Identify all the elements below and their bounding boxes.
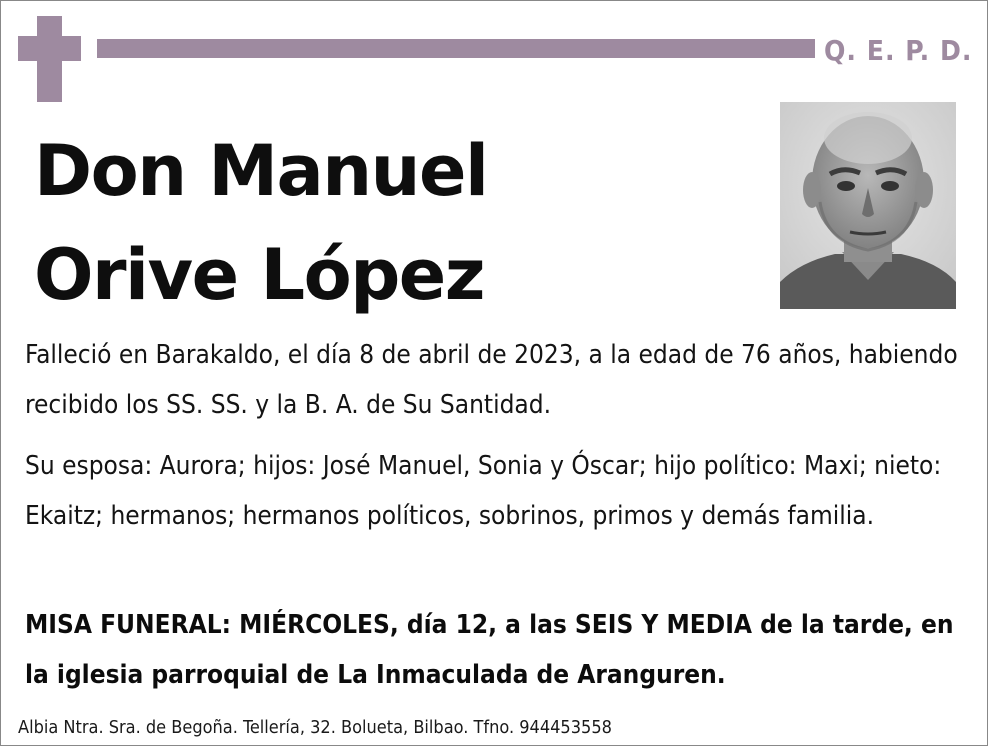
funeral-home-footer: Albia Ntra. Sra. de Begoña. Tellería, 32. Bolueta, Bilbao. Tfno. 944453558	[18, 717, 612, 738]
death-notice-paragraph: Falleció en Barakaldo, el día 8 de abril de 2023, a la edad de 76 años, habiendo recibido los SS. SS. y la B. A. de Su Santidad.	[25, 340, 958, 421]
cross-horizontal-bar	[18, 36, 81, 61]
funeral-mass-paragraph: MISA FUNERAL: MIÉRCOLES, día 12, a las SEIS Y MEDIA de la tarde, en la iglesia parroquial de La Inmaculada de Aranguren.	[25, 610, 954, 691]
header-rule	[97, 39, 815, 58]
deceased-photo	[780, 102, 956, 309]
qepd-label: Q. E. P. D.	[824, 34, 973, 67]
portrait-image	[780, 102, 956, 309]
deceased-name-line2: Orive López	[34, 234, 485, 316]
deceased-name-line1: Don Manuel	[34, 130, 488, 212]
family-paragraph: Su esposa: Aurora; hijos: José Manuel, Sonia y Óscar; hijo político: Maxi; nieto: Ekaitz; hermanos; hermanos políticos, sobrinos, primos y demás familia.	[25, 451, 942, 532]
